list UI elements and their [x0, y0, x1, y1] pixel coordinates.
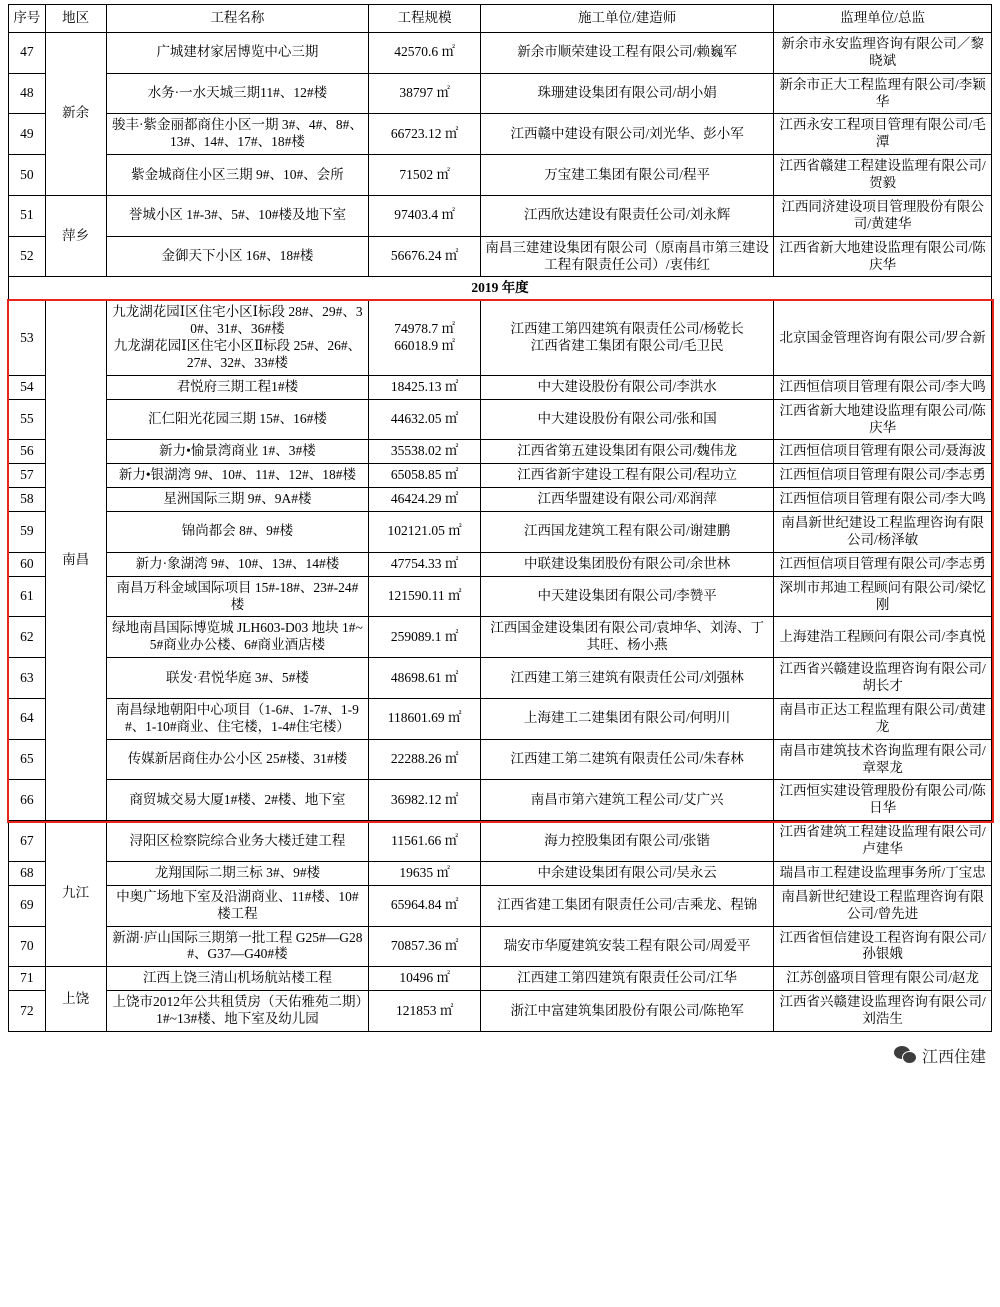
cell-project-name: 锦尚都会 8#、9#楼: [106, 512, 369, 553]
table-header-row: [9, 5, 992, 33]
table-row: [9, 739, 992, 780]
page-footer: [0, 1032, 1000, 1084]
header-project-scale: 工程规模: [369, 5, 481, 33]
table-row: [9, 885, 992, 926]
cell-project-scale: 56676.24 ㎡: [369, 236, 481, 277]
projects-table: [8, 4, 992, 1032]
cell-seq: 49: [9, 114, 46, 155]
table-row: [9, 73, 992, 114]
table-row: [9, 552, 992, 576]
table-row: [9, 301, 992, 376]
cell-project-name: 新湖·庐山国际三期第一批工程 G25#—G28#、G37—G40#楼: [106, 926, 369, 967]
cell-project-scale: 22288.26 ㎡: [369, 739, 481, 780]
cell-project-name: 誉城小区 1#-3#、5#、10#楼及地下室: [106, 195, 369, 236]
cell-contractor: 江西欣达建设有限责任公司/刘永辉: [481, 195, 774, 236]
cell-seq: 71: [9, 967, 46, 991]
cell-contractor: 瑞安市华厦建筑安装工程有限公司/周爱平: [481, 926, 774, 967]
cell-contractor: 珠珊建设集团有限公司/胡小娟: [481, 73, 774, 114]
cell-supervisor: 江西省兴赣建设监理咨询有限公司/刘浩生: [774, 991, 992, 1032]
cell-project-name: 水务·一水天城三期11#、12#楼: [106, 73, 369, 114]
table-row: [9, 698, 992, 739]
cell-project-name: 龙翔国际二期三标 3#、9#楼: [106, 861, 369, 885]
cell-project-name: 江西上饶三清山机场航站楼工程: [106, 967, 369, 991]
cell-supervisor: 瑞昌市工程建设监理事务所/丁宝忠: [774, 861, 992, 885]
wechat-icon: [894, 1046, 916, 1064]
cell-seq: 63: [9, 658, 46, 699]
cell-supervisor: 江西恒信项目管理有限公司/李志勇: [774, 464, 992, 488]
cell-supervisor: 江苏创盛项目管理有限公司/赵龙: [774, 967, 992, 991]
cell-supervisor: 上海建浩工程顾问有限公司/李真悦: [774, 617, 992, 658]
cell-seq: 68: [9, 861, 46, 885]
cell-seq: 65: [9, 739, 46, 780]
cell-project-name: 南昌万科金域国际项目 15#-18#、23#-24#楼: [106, 576, 369, 617]
table-row: [9, 617, 992, 658]
cell-contractor: 南昌市第六建筑工程公司/艾广兴: [481, 780, 774, 821]
table-row: [9, 399, 992, 440]
cell-contractor: 江西建工第四建筑有限责任公司/杨乾长 江西省建工集团有限公司/毛卫民: [481, 301, 774, 376]
cell-contractor: 江西建工第二建筑有限责任公司/朱春林: [481, 739, 774, 780]
cell-project-scale: 121853 ㎡: [369, 991, 481, 1032]
cell-supervisor: 新余市正大工程监理有限公司/李颖华: [774, 73, 992, 114]
cell-contractor: 江西国金建设集团有限公司/袁坤华、刘涛、丁其旺、杨小燕: [481, 617, 774, 658]
table-row: [9, 991, 992, 1032]
cell-seq: 50: [9, 155, 46, 196]
cell-project-scale: 38797 ㎡: [369, 73, 481, 114]
cell-project-name: 骏丰·紫金丽都商住小区一期 3#、4#、8#、13#、14#、17#、18#楼: [106, 114, 369, 155]
cell-region: 萍乡: [45, 195, 106, 277]
cell-supervisor: 江西省建筑工程建设监理有限公司/卢建华: [774, 821, 992, 862]
cell-contractor: 中大建设股份有限公司/张和国: [481, 399, 774, 440]
cell-supervisor: 江西省恒信建设工程咨询有限公司/孙银娥: [774, 926, 992, 967]
cell-supervisor: 南昌新世纪建设工程监理咨询有限公司/曾先进: [774, 885, 992, 926]
table-row: [9, 821, 992, 862]
table-row: [9, 236, 992, 277]
cell-seq: 57: [9, 464, 46, 488]
cell-contractor: 江西国龙建筑工程有限公司/谢建鹏: [481, 512, 774, 553]
cell-project-name: 商贸城交易大厦1#楼、2#楼、地下室: [106, 780, 369, 821]
table-row: [9, 32, 992, 73]
cell-project-scale: 66723.12 ㎡: [369, 114, 481, 155]
cell-project-scale: 121590.11 ㎡: [369, 576, 481, 617]
cell-supervisor: 江西恒实建设管理股份有限公司/陈日华: [774, 780, 992, 821]
cell-supervisor: 北京国金管理咨询有限公司/罗合新: [774, 301, 992, 376]
table-body: [9, 32, 992, 1031]
cell-contractor: 中联建设集团股份有限公司/余世林: [481, 552, 774, 576]
cell-contractor: 江西华盟建设有限公司/邓润萍: [481, 488, 774, 512]
cell-seq: 62: [9, 617, 46, 658]
cell-project-scale: 97403.4 ㎡: [369, 195, 481, 236]
cell-seq: 55: [9, 399, 46, 440]
cell-supervisor: 江西省新大地建设监理有限公司/陈庆华: [774, 236, 992, 277]
cell-project-scale: 35538.02 ㎡: [369, 440, 481, 464]
cell-contractor: 南昌三建建设集团有限公司（原南昌市第三建设工程有限责任公司）/衷伟红: [481, 236, 774, 277]
cell-project-scale: 18425.13 ㎡: [369, 375, 481, 399]
cell-supervisor: 江西同济建设项目管理股份有限公司/黄建华: [774, 195, 992, 236]
wechat-account-name: 江西住建: [921, 1048, 986, 1066]
cell-project-name: 新力•银湖湾 9#、10#、11#、12#、18#楼: [106, 464, 369, 488]
year-divider-label: 2019 年度: [9, 277, 992, 301]
cell-project-name: 金御天下小区 16#、18#楼: [106, 236, 369, 277]
cell-supervisor: 南昌市正达工程监理有限公司/黄建龙: [774, 698, 992, 739]
cell-project-name: 绿地南昌国际博览城 JLH603-D03 地块 1#~5#商业办公楼、6#商业酒店楼: [106, 617, 369, 658]
year-divider-row: [9, 277, 992, 301]
cell-region: 南昌: [45, 301, 106, 821]
cell-supervisor: 江西恒信项目管理有限公司/聂海波: [774, 440, 992, 464]
cell-contractor: 江西省第五建设集团有限公司/魏伟龙: [481, 440, 774, 464]
cell-supervisor: 江西省新大地建设监理有限公司/陈庆华: [774, 399, 992, 440]
table-row: [9, 512, 992, 553]
cell-project-scale: 102121.05 ㎡: [369, 512, 481, 553]
cell-project-scale: 11561.66 ㎡: [369, 821, 481, 862]
table-row: [9, 576, 992, 617]
header-contractor: 施工单位/建造师: [481, 5, 774, 33]
cell-project-name: 广城建材家居博览中心三期: [106, 32, 369, 73]
cell-seq: 48: [9, 73, 46, 114]
cell-contractor: 上海建工二建集团有限公司/何明川: [481, 698, 774, 739]
cell-contractor: 江西省建工集团有限责任公司/吉乘龙、程锦: [481, 885, 774, 926]
cell-seq: 51: [9, 195, 46, 236]
cell-contractor: 中余建设集团有限公司/吴永云: [481, 861, 774, 885]
cell-seq: 59: [9, 512, 46, 553]
cell-seq: 69: [9, 885, 46, 926]
table-row: [9, 464, 992, 488]
cell-supervisor: 江西恒信项目管理有限公司/李志勇: [774, 552, 992, 576]
table-row: [9, 780, 992, 821]
cell-project-name: 传媒新居商住办公小区 25#楼、31#楼: [106, 739, 369, 780]
cell-seq: 66: [9, 780, 46, 821]
cell-seq: 58: [9, 488, 46, 512]
table-row: [9, 926, 992, 967]
cell-project-scale: 65058.85 ㎡: [369, 464, 481, 488]
cell-project-scale: 10496 ㎡: [369, 967, 481, 991]
cell-seq: 70: [9, 926, 46, 967]
header-region: 地区: [45, 5, 106, 33]
cell-project-scale: 118601.69 ㎡: [369, 698, 481, 739]
cell-project-scale: 71502 ㎡: [369, 155, 481, 196]
cell-project-name: 紫金城商住小区三期 9#、10#、会所: [106, 155, 369, 196]
cell-supervisor: 南昌新世纪建设工程监理咨询有限公司/杨泽敏: [774, 512, 992, 553]
cell-supervisor: 江西永安工程项目管理有限公司/毛潭: [774, 114, 992, 155]
cell-project-scale: 70857.36 ㎡: [369, 926, 481, 967]
cell-contractor: 中大建设股份有限公司/李洪水: [481, 375, 774, 399]
cell-seq: 72: [9, 991, 46, 1032]
table-row: [9, 195, 992, 236]
cell-contractor: 万宝建工集团有限公司/程平: [481, 155, 774, 196]
table-row: [9, 155, 992, 196]
cell-project-scale: 44632.05 ㎡: [369, 399, 481, 440]
cell-project-scale: 74978.7 ㎡ 66018.9 ㎡: [369, 301, 481, 376]
cell-seq: 64: [9, 698, 46, 739]
cell-seq: 47: [9, 32, 46, 73]
cell-contractor: 江西建工第三建筑有限责任公司/刘强林: [481, 658, 774, 699]
cell-project-scale: 259089.1 ㎡: [369, 617, 481, 658]
cell-contractor: 江西赣中建设有限公司/刘光华、彭小军: [481, 114, 774, 155]
cell-contractor: 中天建设集团有限公司/李赞平: [481, 576, 774, 617]
cell-project-scale: 19635 ㎡: [369, 861, 481, 885]
table-row: [9, 440, 992, 464]
cell-contractor: 海力控股集团有限公司/张锴: [481, 821, 774, 862]
cell-project-name: 联发·君悦华庭 3#、5#楼: [106, 658, 369, 699]
cell-project-scale: 46424.29 ㎡: [369, 488, 481, 512]
cell-project-name: 南昌绿地朝阳中心项目（1-6#、1-7#、1-9#、1-10#商业、住宅楼，1-4#住宅楼）: [106, 698, 369, 739]
cell-contractor: 江西省新宇建设工程有限公司/程功立: [481, 464, 774, 488]
cell-seq: 67: [9, 821, 46, 862]
cell-seq: 52: [9, 236, 46, 277]
table-row: [9, 488, 992, 512]
cell-seq: 53: [9, 301, 46, 376]
cell-project-scale: 48698.61 ㎡: [369, 658, 481, 699]
cell-project-scale: 36982.12 ㎡: [369, 780, 481, 821]
cell-project-name: 九龙湖花园Ⅰ区住宅小区Ⅰ标段 28#、29#、30#、31#、36#楼 九龙湖花园Ⅰ区住宅小区Ⅱ标段 25#、26#、27#、32#、33#楼: [106, 301, 369, 376]
table-row: [9, 658, 992, 699]
cell-region: 上饶: [45, 967, 106, 1032]
cell-region: 九江: [45, 821, 106, 967]
cell-project-scale: 42570.6 ㎡: [369, 32, 481, 73]
cell-contractor: 江西建工第四建筑有限责任公司/江华: [481, 967, 774, 991]
cell-supervisor: 江西恒信项目管理有限公司/李大鸣: [774, 375, 992, 399]
cell-project-name: 汇仁阳光花园三期 15#、16#楼: [106, 399, 369, 440]
cell-project-scale: 65964.84 ㎡: [369, 885, 481, 926]
header-supervisor: 监理单位/总监: [774, 5, 992, 33]
table-row: [9, 967, 992, 991]
cell-project-name: 新力•愉景湾商业 1#、3#楼: [106, 440, 369, 464]
cell-project-name: 中奥广场地下室及沿湖商业、11#楼、10#楼工程: [106, 885, 369, 926]
cell-project-name: 上饶市2012年公共租赁房（天佑雅苑二期）1#~13#楼、地下室及幼儿园: [106, 991, 369, 1032]
table-row: [9, 114, 992, 155]
cell-seq: 54: [9, 375, 46, 399]
cell-project-name: 君悦府三期工程1#楼: [106, 375, 369, 399]
cell-supervisor: 江西恒信项目管理有限公司/李大鸣: [774, 488, 992, 512]
header-project-name: 工程名称: [106, 5, 369, 33]
cell-supervisor: 南昌市建筑技术咨询监理有限公司/章翠龙: [774, 739, 992, 780]
cell-project-scale: 47754.33 ㎡: [369, 552, 481, 576]
cell-supervisor: 新余市永安监理咨询有限公司／黎晓斌: [774, 32, 992, 73]
cell-project-name: 浔阳区检察院综合业务大楼迁建工程: [106, 821, 369, 862]
cell-project-name: 新力·象湖湾 9#、10#、13#、14#楼: [106, 552, 369, 576]
cell-supervisor: 深圳市邦迪工程顾问有限公司/梁忆刚: [774, 576, 992, 617]
cell-seq: 56: [9, 440, 46, 464]
cell-region: 新余: [45, 32, 106, 195]
cell-seq: 61: [9, 576, 46, 617]
table-header: [9, 5, 992, 33]
cell-contractor: 新余市顺荣建设工程有限公司/赖巍军: [481, 32, 774, 73]
table-row: [9, 375, 992, 399]
cell-supervisor: 江西省兴赣建设监理咨询有限公司/胡长才: [774, 658, 992, 699]
cell-supervisor: 江西省赣建工程建设监理有限公司/贺毅: [774, 155, 992, 196]
cell-seq: 60: [9, 552, 46, 576]
cell-contractor: 浙江中富建筑集团股份有限公司/陈艳军: [481, 991, 774, 1032]
wechat-account[interactable]: [894, 1044, 986, 1067]
table-row: [9, 861, 992, 885]
header-seq: 序号: [9, 5, 46, 33]
cell-project-name: 星洲国际三期 9#、9A#楼: [106, 488, 369, 512]
